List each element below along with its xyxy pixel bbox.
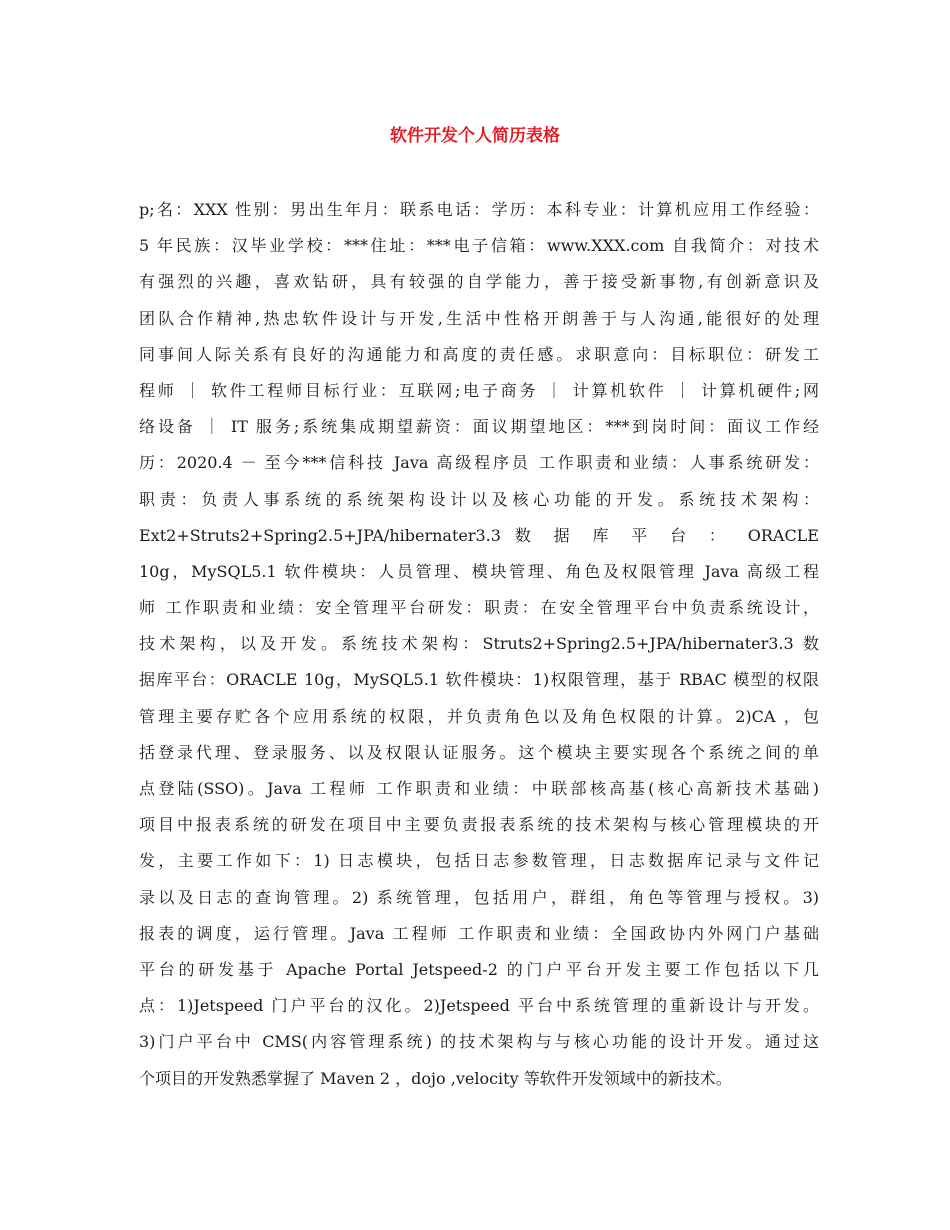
document-body: [139, 192, 819, 1097]
body-line: 平台的研发基于 Apache Portal Jetspeed-2 的门户平台开发主要工作包括以下几: [139, 959, 819, 979]
body-line: 同事间人际关系有良好的沟通能力和高度的责任感。求职意向：目标职位：研发工: [139, 344, 819, 364]
body-line: 录以及日志的查询管理。2) 系统管理，包括用户，群组，角色等管理与授权。3): [139, 887, 819, 907]
body-line: 师 工作职责和业绩：安全管理平台研发：职责：在安全管理平台中负责系统设计，: [139, 598, 819, 618]
body-line: 点：1)Jetspeed 门户平台的汉化。2)Jetspeed 平台中系统管理的重新设计与开发。: [139, 996, 819, 1016]
document-title: 软件开发个人简历表格: [390, 126, 560, 146]
body-line: 程师 ｜ 软件工程师目标行业：互联网;电子商务 ｜ 计算机软件 ｜ 计算机硬件;网: [139, 380, 819, 400]
body-line: 个项目的开发熟悉掌握了 Maven 2 ，dojo ,velocity 等软件开发领域中的新技术。: [139, 1068, 732, 1088]
body-line: 有强烈的兴趣，喜欢钻研，具有较强的自学能力，善于接受新事物,有创新意识及: [139, 272, 819, 292]
body-line: 络设备 ｜ IT 服务;系统集成期望薪资：面议期望地区：***到岗时间：面议工作经: [139, 417, 819, 437]
body-line: 3)门户平台中 CMS(内容管理系统) 的技术架构与与核心功能的设计开发。通过这: [139, 1032, 819, 1052]
body-line: 括登录代理、登录服务、以及权限认证服务。这个模块主要实现各个系统之间的单: [139, 742, 819, 762]
body-line: 技术架构，以及开发。系统技术架构：Struts2+Spring2.5+JPA/hibernater3.3 数: [139, 634, 819, 654]
body-line: 管理主要存贮各个应用系统的权限，并负责角色以及角色权限的计算。2)CA ，包: [139, 706, 819, 726]
body-line: Ext2+Struts2+Spring2.5+JPA/hibernater3.3 数 据 库 平 台 ： ORACLE: [139, 525, 819, 545]
body-line: 历：2020.4 － 至今***信科技 Java 高级程序员 工作职责和业绩：人事系统研发：: [139, 453, 819, 473]
body-line: 报表的调度，运行管理。Java 工程师 工作职责和业绩：全国政协内外网门户基础: [139, 923, 819, 943]
body-line: p;名：XXX 性别：男出生年月：联系电话：学历：本科专业：计算机应用工作经验：: [139, 200, 819, 219]
body-line: 10g，MySQL5.1 软件模块：人员管理、模块管理、角色及权限管理 Java 高级工程: [139, 561, 819, 581]
body-line: 据库平台：ORACLE 10g，MySQL5.1 软件模块：1)权限管理，基于 RBAC 模型的权限: [139, 670, 819, 690]
body-line: 点登陆(SSO)。Java 工程师 工作职责和业绩：中联部核高基(核心高新技术基础): [139, 779, 819, 798]
body-line: 5 年民族：汉毕业学校：***住址：***电子信箱：www.XXX.com 自我简介：对技术: [139, 236, 819, 256]
body-line: 项目中报表系统的研发在项目中主要负责报表系统的技术架构与核心管理模块的开: [139, 815, 819, 835]
body-line: 团队合作精神,热忠软件设计与开发,生活中性格开朗善于与人沟通,能很好的处理: [139, 308, 819, 328]
body-line: 发，主要工作如下：1) 日志模块，包括日志参数管理，日志数据库记录与文件记: [139, 851, 819, 871]
body-line: 职责：负责人事系统的系统架构设计以及核心功能的开发。系统技术架构：: [139, 489, 819, 509]
